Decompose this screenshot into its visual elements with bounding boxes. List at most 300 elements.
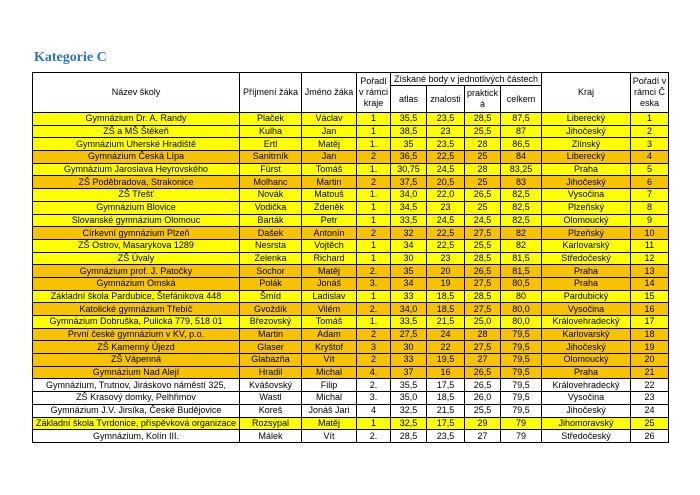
practical-cell: 28,5 [465,252,501,265]
atlas-cell: 36,5 [391,151,427,164]
name-cell: Jan [302,151,357,164]
school-cell: Gymnázium, Trutnov, Jiráskovo náměstí 325, [33,379,240,392]
school-cell: Gymnázium prof. J. Patočky [33,265,240,278]
total-cell: 79,5 [501,328,542,341]
region-cell: Plzeňský [542,227,631,240]
category-title: Kategorie C [34,50,107,65]
surname-cell: Novák [240,189,302,202]
school-cell: ZŠ Kamenný Újezd [33,341,240,354]
practical-cell: 27,5 [465,227,501,240]
practical-cell: 25 [465,176,501,189]
knowledge-cell: 18,5 [427,303,465,316]
region-cell: Praha [542,265,631,278]
region-cell: Středočeský [542,430,631,443]
name-cell: Matěj [302,138,357,151]
rank-country-cell: 2 [631,125,669,138]
surname-cell: Nesrsta [240,239,302,252]
school-cell: ZŠ Ostrov, Masarykova 1289 [33,239,240,252]
school-cell: Gymnázium J.V. Jirsíka, České Budějovice [33,404,240,417]
rank-country-cell: 14 [631,277,669,290]
atlas-cell: 28,5 [391,430,427,443]
practical-cell: 28 [465,328,501,341]
surname-cell: Ertl [240,138,302,151]
total-cell: 79,5 [501,341,542,354]
school-cell: Gymnázium Česká Lípa [33,151,240,164]
rank-region-cell: 1 [357,417,391,430]
knowledge-cell: 24,5 [427,163,465,176]
total-cell: 79,5 [501,404,542,417]
school-cell: Slovanské gymnázium Olomouc [33,214,240,227]
surname-cell: Hradil [240,366,302,379]
total-cell: 79,5 [501,366,542,379]
table-row [33,341,669,354]
name-cell: Jan [302,125,357,138]
region-cell: Zlínský [542,138,631,151]
atlas-cell: 34,0 [391,189,427,202]
region-cell: Praha [542,366,631,379]
table-row [33,252,669,265]
school-cell: Gymnázium Uherské Hradiště [33,138,240,151]
total-cell: 81,5 [501,252,542,265]
total-cell: 79,5 [501,392,542,405]
surname-cell: Barták [240,214,302,227]
knowledge-cell: 24,5 [427,214,465,227]
table-row [33,379,669,392]
header-school: Název školy [33,73,240,113]
header-practical: praktická [465,86,501,113]
header-region: Kraj [542,73,631,113]
rank-country-cell: 7 [631,189,669,202]
header-rank-country: Pořadí v rámci Česka [631,73,669,113]
atlas-cell: 30 [391,252,427,265]
atlas-cell: 35 [391,138,427,151]
atlas-cell: 33 [391,290,427,303]
table-row [33,113,669,126]
rank-country-cell: 18 [631,328,669,341]
region-cell: Praha [542,163,631,176]
school-cell: ZŠ Vápenná [33,354,240,367]
table-row [33,290,669,303]
table-row [33,125,669,138]
practical-cell: 25,0 [465,316,501,329]
table-row [33,265,669,278]
region-cell: Královehradecký [542,379,631,392]
surname-cell: Kulha [240,125,302,138]
rank-country-cell: 12 [631,252,669,265]
rank-region-cell: 4 [357,404,391,417]
total-cell: 79,5 [501,354,542,367]
knowledge-cell: 22,5 [427,227,465,240]
total-cell: 79,5 [501,379,542,392]
table-row [33,163,669,176]
name-cell: Martin [302,176,357,189]
knowledge-cell: 21,5 [427,316,465,329]
total-cell: 83,25 [501,163,542,176]
region-cell: Plzeňský [542,201,631,214]
rank-country-cell: 11 [631,239,669,252]
rank-region-cell: 1 [357,214,391,227]
rank-region-cell: 1. [357,138,391,151]
practical-cell: 25 [465,151,501,164]
region-cell: Praha [542,277,631,290]
atlas-cell: 35,5 [391,113,427,126]
rank-country-cell: 5 [631,163,669,176]
table-row [33,189,669,202]
knowledge-cell: 20,5 [427,176,465,189]
knowledge-cell: 23,5 [427,113,465,126]
name-cell: Vít [302,430,357,443]
surname-cell: Polák [240,277,302,290]
header-surname: Příjmení žáka [240,73,302,113]
name-cell: Tomáš [302,316,357,329]
rank-country-cell: 9 [631,214,669,227]
total-cell: 80 [501,290,542,303]
surname-cell: Sochor [240,265,302,278]
name-cell: Zdeněk [302,201,357,214]
region-cell: Jihočeský [542,176,631,189]
school-cell: Základní škola Tvrdonice, příspěvková organizace [33,417,240,430]
name-cell: Richard [302,252,357,265]
surname-cell: Glabazňa [240,354,302,367]
surname-cell: Kvášovský [240,379,302,392]
rank-region-cell: 2. [357,430,391,443]
school-cell: ZŠ Třešť [33,189,240,202]
school-cell: Církevní gymnázium Plzeň [33,227,240,240]
atlas-cell: 33,5 [391,316,427,329]
region-cell: Královehradecký [542,316,631,329]
practical-cell: 28 [465,138,501,151]
total-cell: 81,5 [501,265,542,278]
atlas-cell: 32,5 [391,404,427,417]
rank-country-cell: 16 [631,303,669,316]
total-cell: 87,5 [501,113,542,126]
name-cell: Antonín [302,227,357,240]
atlas-cell: 37,5 [391,176,427,189]
practical-cell: 27,5 [465,341,501,354]
results-body [33,113,669,443]
school-cell: Gymnázium Blovice [33,201,240,214]
rank-region-cell: 4. [357,366,391,379]
surname-cell: Fürst [240,163,302,176]
table-row [33,328,669,341]
knowledge-cell: 17,5 [427,417,465,430]
name-cell: Vojtěch [302,239,357,252]
rank-country-cell: 26 [631,430,669,443]
total-cell: 80,0 [501,303,542,316]
table-row [33,138,669,151]
surname-cell: Šmíd [240,290,302,303]
region-cell: Jihomoravský [542,417,631,430]
atlas-cell: 34 [391,277,427,290]
header-points-group: Získané body v jednotlivých částech [391,73,542,86]
surname-cell: Glaser [240,341,302,354]
knowledge-cell: 23 [427,201,465,214]
name-cell: Michal [302,366,357,379]
atlas-cell: 34,5 [391,201,427,214]
region-cell: Vysočina [542,303,631,316]
knowledge-cell: 22,0 [427,189,465,202]
name-cell: Matěj [302,417,357,430]
knowledge-cell: 24 [427,328,465,341]
rank-region-cell: 2 [357,176,391,189]
rank-country-cell: 3 [631,138,669,151]
name-cell: Václav [302,113,357,126]
surname-cell: Březovský [240,316,302,329]
practical-cell: 27,5 [465,303,501,316]
practical-cell: 25,5 [465,239,501,252]
surname-cell: Sanitrník [240,151,302,164]
region-cell: Středočeský [542,252,631,265]
table-row [33,354,669,367]
name-cell: Matouš [302,189,357,202]
name-cell: Ladislav [302,290,357,303]
knowledge-cell: 21,5 [427,404,465,417]
region-cell: Pardubický [542,290,631,303]
school-cell: První české gymnázium v KV, p.o. [33,328,240,341]
school-cell: Gymnázium Omská [33,277,240,290]
practical-cell: 28 [465,163,501,176]
region-cell: Liberecký [542,113,631,126]
name-cell: Kryštof [302,341,357,354]
atlas-cell: 33,5 [391,214,427,227]
practical-cell: 26,5 [465,189,501,202]
school-cell: Gymnázium Nad Alejí [33,366,240,379]
practical-cell: 24,5 [465,214,501,227]
atlas-cell: 33 [391,354,427,367]
rank-region-cell: 1 [357,239,391,252]
table-row [33,316,669,329]
knowledge-cell: 17,5 [427,379,465,392]
school-cell: ZŠ Krasový domky, Pelhřimov [33,392,240,405]
surname-cell: Gvoždík [240,303,302,316]
surname-cell: Wastl [240,392,302,405]
atlas-cell: 32 [391,227,427,240]
table-row [33,417,669,430]
school-cell: ZŠ Úvaly [33,252,240,265]
atlas-cell: 37 [391,366,427,379]
surname-cell: Zelenka [240,252,302,265]
school-cell: Gymnázium Dr. A. Randy [33,113,240,126]
school-cell: Gymnázium, Kolín III. [33,430,240,443]
knowledge-cell: 23 [427,252,465,265]
rank-region-cell: 2. [357,303,391,316]
rank-region-cell: 2 [357,227,391,240]
rank-country-cell: 25 [631,417,669,430]
total-cell: 82,5 [501,214,542,227]
table-row [33,392,669,405]
region-cell: Vysočina [542,392,631,405]
rank-region-cell: 2. [357,379,391,392]
name-cell: Michal [302,392,357,405]
header-rank-region: Pořadí v rámci kraje [357,73,391,113]
atlas-cell: 34 [391,239,427,252]
school-cell: Gymnázium Dobruška, Pulická 779, 518 01 [33,316,240,329]
knowledge-cell: 23,5 [427,138,465,151]
school-cell: ZŠ Poděbradova, Strakonice [33,176,240,189]
total-cell: 82 [501,239,542,252]
atlas-cell: 30 [391,341,427,354]
name-cell: Vilém [302,303,357,316]
rank-country-cell: 21 [631,366,669,379]
knowledge-cell: 19,5 [427,354,465,367]
total-cell: 82 [501,227,542,240]
total-cell: 84 [501,151,542,164]
school-cell: Katolické gymnázium Třebíč [33,303,240,316]
region-cell: Jihočeský [542,341,631,354]
table-row [33,176,669,189]
table-row [33,430,669,443]
practical-cell: 26,5 [465,379,501,392]
region-cell: Liberecký [542,151,631,164]
practical-cell: 28,5 [465,290,501,303]
total-cell: 80,0 [501,316,542,329]
surname-cell: Rozsypal [240,417,302,430]
knowledge-cell: 20 [427,265,465,278]
rank-region-cell: 3. [357,392,391,405]
header-name: Jméno žáka [302,73,357,113]
name-cell: Petr [302,214,357,227]
rank-region-cell: 3. [357,277,391,290]
total-cell: 79 [501,430,542,443]
region-cell: Karlovarský [542,239,631,252]
rank-region-cell: 2 [357,328,391,341]
region-cell: Olomoucký [542,354,631,367]
rank-region-cell: 1. [357,189,391,202]
practical-cell: 27,5 [465,277,501,290]
rank-country-cell: 17 [631,316,669,329]
knowledge-cell: 23,5 [427,430,465,443]
surname-cell: Plaček [240,113,302,126]
school-cell: ZŠ a MŠ Štěkeň [33,125,240,138]
surname-cell: Málek [240,430,302,443]
practical-cell: 27 [465,430,501,443]
practical-cell: 26,5 [465,265,501,278]
surname-cell: Vodička [240,201,302,214]
table-row [33,151,669,164]
rank-country-cell: 24 [631,404,669,417]
region-cell: Vysočina [542,189,631,202]
rank-country-cell: 13 [631,265,669,278]
practical-cell: 29 [465,417,501,430]
header-knowledge: znalosti [427,86,465,113]
rank-region-cell: 1 [357,201,391,214]
practical-cell: 28,5 [465,113,501,126]
table-row [33,404,669,417]
practical-cell: 27 [465,354,501,367]
surname-cell: Martin [240,328,302,341]
table-row [33,303,669,316]
knowledge-cell: 18,5 [427,290,465,303]
table-row [33,201,669,214]
surname-cell: Koreš [240,404,302,417]
atlas-cell: 34,0 [391,303,427,316]
rank-region-cell: 2 [357,354,391,367]
region-cell: Jihočeský [542,125,631,138]
rank-region-cell: 1. [357,163,391,176]
knowledge-cell: 22,5 [427,239,465,252]
rank-country-cell: 20 [631,354,669,367]
practical-cell: 25,5 [465,125,501,138]
name-cell: Tomáš [302,163,357,176]
knowledge-cell: 18,5 [427,392,465,405]
atlas-cell: 38,5 [391,125,427,138]
region-cell: Olomoucký [542,214,631,227]
name-cell: Vít [302,354,357,367]
rank-region-cell: 2 [357,151,391,164]
practical-cell: 26,0 [465,392,501,405]
rank-region-cell: 1 [357,252,391,265]
atlas-cell: 27,5 [391,328,427,341]
total-cell: 87 [501,125,542,138]
knowledge-cell: 19 [427,277,465,290]
school-cell: Základní škola Pardubice, Štefánikova 448 [33,290,240,303]
rank-region-cell: 1 [357,113,391,126]
header-total: celkem [501,86,542,113]
name-cell: Jonáš Jari [302,404,357,417]
total-cell: 80,5 [501,277,542,290]
rank-region-cell: 2. [357,265,391,278]
total-cell: 79 [501,417,542,430]
rank-country-cell: 8 [631,201,669,214]
rank-country-cell: 1 [631,113,669,126]
knowledge-cell: 22,5 [427,151,465,164]
total-cell: 82,5 [501,189,542,202]
table-row [33,227,669,240]
results-table [32,72,669,443]
practical-cell: 25,5 [465,404,501,417]
surname-cell: Dašek [240,227,302,240]
rank-region-cell: 1 [357,290,391,303]
atlas-cell: 35,5 [391,379,427,392]
atlas-cell: 30,75 [391,163,427,176]
table-row [33,239,669,252]
atlas-cell: 32,5 [391,417,427,430]
region-cell: Karlovarský [542,328,631,341]
total-cell: 86,5 [501,138,542,151]
atlas-cell: 35 [391,265,427,278]
name-cell: Filip [302,379,357,392]
knowledge-cell: 22 [427,341,465,354]
knowledge-cell: 23 [427,125,465,138]
region-cell: Jihočeský [542,404,631,417]
table-row [33,214,669,227]
name-cell: Matěj [302,265,357,278]
knowledge-cell: 16 [427,366,465,379]
rank-country-cell: 10 [631,227,669,240]
name-cell: Jonáš [302,277,357,290]
header-atlas: atlas [391,86,427,113]
practical-cell: 26,5 [465,366,501,379]
rank-region-cell: 1. [357,316,391,329]
atlas-cell: 35,0 [391,392,427,405]
rank-country-cell: 19 [631,341,669,354]
school-cell: Gymnázium Jaroslava Heyrovského [33,163,240,176]
total-cell: 82,5 [501,201,542,214]
header-row-top [33,73,669,86]
rank-country-cell: 15 [631,290,669,303]
table-row [33,277,669,290]
table-row [33,366,669,379]
surname-cell: Molhanc [240,176,302,189]
rank-country-cell: 22 [631,379,669,392]
practical-cell: 25 [465,201,501,214]
rank-country-cell: 6 [631,176,669,189]
name-cell: Adam [302,328,357,341]
rank-region-cell: 1 [357,125,391,138]
rank-country-cell: 23 [631,392,669,405]
rank-region-cell: 3 [357,341,391,354]
rank-country-cell: 4 [631,151,669,164]
